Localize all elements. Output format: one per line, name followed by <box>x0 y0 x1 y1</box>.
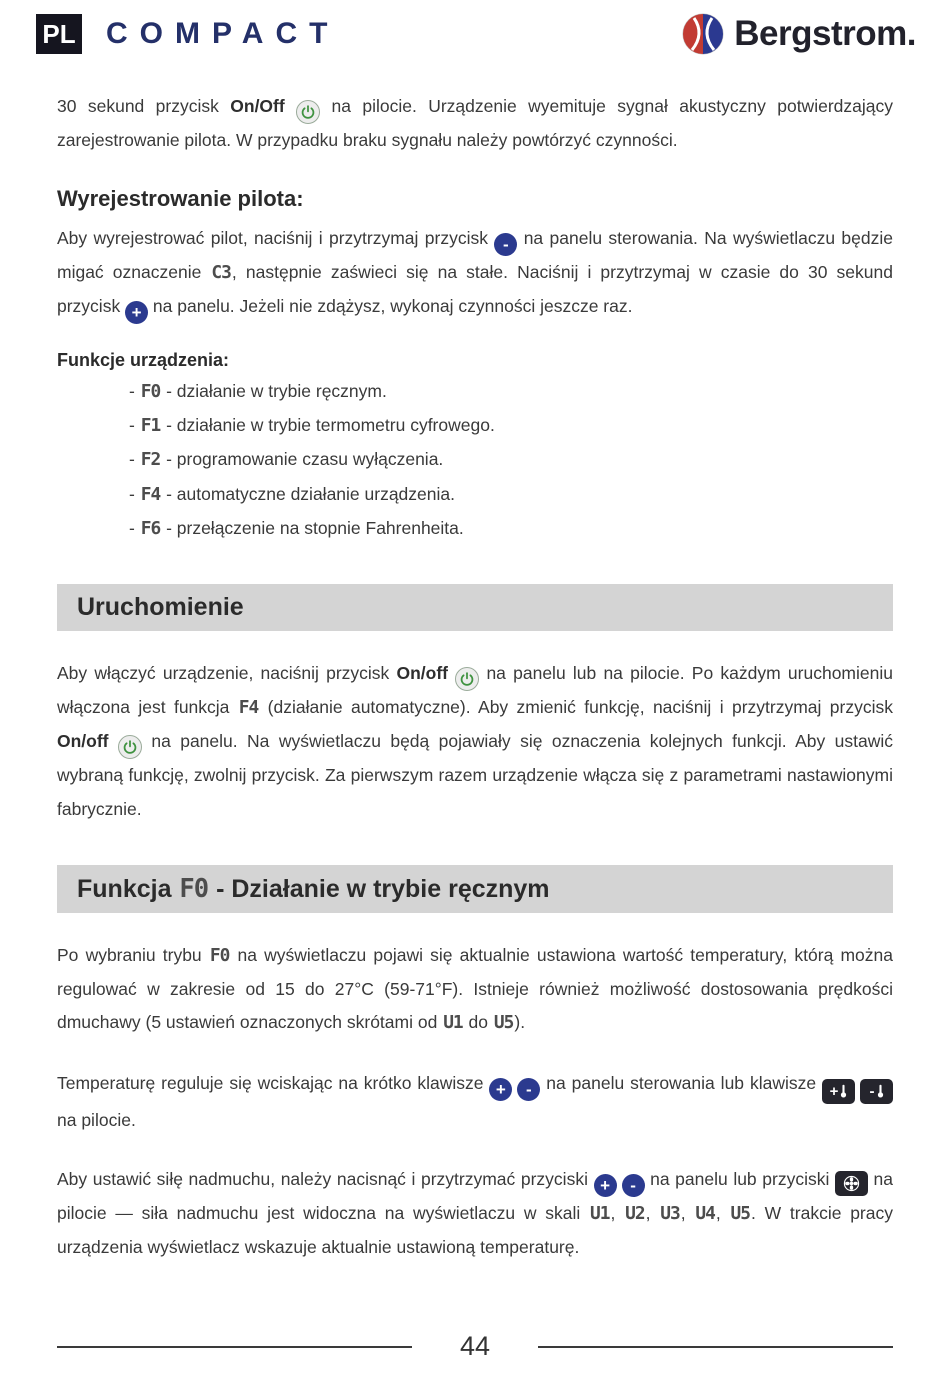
paragraph-temperature <box>57 1067 893 1138</box>
separator: , <box>680 1203 695 1224</box>
separator: , <box>715 1203 730 1224</box>
section-title-part: - Działanie w trybie ręcznym <box>209 874 550 903</box>
bergstrom-globe-icon <box>681 12 725 56</box>
paragraph-intro <box>57 90 893 158</box>
separator: , <box>645 1203 660 1224</box>
fan-speed-code: U2 <box>625 1203 645 1225</box>
plus-button-icon: + <box>125 301 148 324</box>
paragraph-manual-mode <box>57 939 893 1041</box>
airflow-text-1: Aby ustawić siłę nadmuchu, należy nacisnąć i przytrzymać przyciski <box>57 1169 594 1190</box>
functions-heading: Funkcje urządzenia: <box>57 349 230 370</box>
plus-button-icon: + <box>594 1174 617 1197</box>
manual-text-4: ). <box>514 1012 526 1033</box>
minus-sign: - <box>869 1082 875 1100</box>
manual-text-2: na wyświetlaczu pojawi się aktualnie ustawiona wartość temperatury, którą można regulować w zakresie od 15 do 27°C (59-71°F). Istnieje również możliwość dostosowania prędkości dmuchawy (5 ustawień oznaczonych skrótami od <box>57 944 893 1033</box>
minus-button-icon: - <box>622 1174 645 1197</box>
power-icon <box>455 667 479 691</box>
separator: , <box>610 1203 625 1224</box>
fan-speed-code: U1 <box>590 1203 610 1225</box>
startup-text-4: na panelu. Na wyświetlaczu będą pojawiały się oznaczenia kolejnych funkcji. Aby ustawić wybraną funkcję, zwolnij przycisk. Za pierwszym razem urządzenie włącza się z parametrami nastawionymi fabrycznie. <box>57 731 893 819</box>
intro-text-2: na pilocie. Urządzenie wyemituje sygnał akustyczny potwierdzający zarejestrowanie pilota. W przypadku braku sygnału należy powtórzyć czynności. <box>57 96 893 150</box>
function-code: F6 <box>140 517 161 539</box>
unregister-text-2: na panelu sterowania. Na wyświetlaczu będzie migać oznaczenie <box>57 227 894 282</box>
section-title-part: Funkcja <box>77 874 179 903</box>
paragraph-startup <box>57 657 893 826</box>
function-code: F0 <box>209 944 230 966</box>
temp-text-3: na pilocie. <box>57 1109 136 1130</box>
paragraph-unregister <box>57 222 893 324</box>
fan-speed-code: U5 <box>493 1012 514 1034</box>
fan-speed-code: U1 <box>443 1012 463 1034</box>
airflow-text-4: . W trakcie pracy urządzenia wyświetlacz wskazuje aktualnie ustawioną temperaturę. <box>57 1203 893 1258</box>
onoff-label: On/Off <box>230 96 285 116</box>
manual-text-1: Po wybraniu trybu <box>57 944 209 965</box>
dash: - <box>129 483 135 504</box>
fan-speed-code: U5 <box>730 1203 751 1225</box>
startup-text-2: na panelu lub na pilocie. Po każdym uruchomieniu włączona jest funkcja <box>57 663 893 718</box>
dash: - <box>129 415 135 436</box>
remote-plus-temp-button <box>822 1079 855 1104</box>
display-code: C3 <box>211 261 231 283</box>
unregister-text-1: Aby wyrejestrować pilot, naciśnij i przytrzymaj przycisk <box>57 227 495 248</box>
function-desc: - działanie w trybie termometru cyfrowego. <box>166 415 495 436</box>
section-bar-startup <box>57 584 893 631</box>
dash: - <box>129 380 135 401</box>
section-bar-manual-mode <box>57 865 893 913</box>
thermometer-icon <box>840 1083 847 1099</box>
intro-text-1: 30 sekund przycisk <box>57 96 231 116</box>
page-footer <box>57 1331 893 1362</box>
page-content <box>0 90 950 1265</box>
unregister-text-3: , następnie zaświeci się na stałe. Naciśnij i przytrzymaj w czasie do 30 sekund przycisk <box>57 261 893 316</box>
remote-fan-button <box>835 1171 868 1196</box>
onoff-label: On/off <box>57 731 109 752</box>
product-title: COMPACT <box>106 17 340 50</box>
function-code: F0 <box>179 873 209 904</box>
function-code: F4 <box>238 697 259 719</box>
function-item <box>129 409 893 443</box>
page-number: 44 <box>459 1331 491 1361</box>
paragraph-airflow <box>57 1163 893 1265</box>
remote-minus-temp-button <box>860 1079 893 1104</box>
footer-line-right <box>538 1346 893 1348</box>
brand-name: Bergstrom. <box>734 14 916 53</box>
function-desc: - programowanie czasu wyłączenia. <box>166 449 444 470</box>
footer-line-left <box>57 1346 412 1348</box>
language-badge: PL <box>36 14 82 54</box>
function-code: F0 <box>140 380 161 402</box>
function-item <box>129 443 893 477</box>
function-desc: - automatyczne działanie urządzenia. <box>166 483 455 504</box>
airflow-text-3: na pilocie — siła nadmuchu jest widoczna na wyświetlaczu w skali <box>57 1169 893 1224</box>
onoff-label: On/off <box>396 663 449 684</box>
section-heading-unregister: Wyrejestrowanie pilota: <box>57 185 304 211</box>
function-item <box>129 375 893 409</box>
manual-text-3: do <box>463 1012 493 1033</box>
function-desc: - przełączenie na stopnie Fahrenheita. <box>166 517 464 538</box>
minus-button-icon: - <box>517 1078 540 1101</box>
function-code: F1 <box>140 415 161 437</box>
power-icon <box>296 100 320 124</box>
power-icon <box>118 735 142 759</box>
temp-text-2: na panelu sterowania lub klawisze <box>540 1072 822 1093</box>
function-item <box>129 512 893 546</box>
temp-text-1: Temperaturę reguluje się wciskając na krótko klawisze <box>57 1072 490 1093</box>
airflow-text-2: na panelu lub przyciski <box>644 1169 835 1190</box>
dash: - <box>129 449 135 470</box>
plus-button-icon: + <box>489 1078 512 1101</box>
plus-sign: + <box>829 1082 839 1100</box>
fan-speed-code: U4 <box>695 1203 715 1225</box>
function-code: F2 <box>140 449 161 471</box>
section-title-startup: Uruchomienie <box>77 593 244 622</box>
function-code: F4 <box>140 483 161 505</box>
function-list <box>129 375 893 546</box>
thermometer-icon <box>877 1083 884 1099</box>
startup-text-3: (działanie automatyczne). Aby zmienić funkcję, naciśnij i przytrzymaj przycisk <box>259 697 893 718</box>
dash: - <box>129 517 135 538</box>
unregister-text-4: na panelu. Jeżeli nie zdążysz, wykonaj czynności jeszcze raz. <box>148 295 633 316</box>
fan-icon <box>843 1175 860 1192</box>
fan-speed-code: U3 <box>660 1203 680 1225</box>
function-desc: - działanie w trybie ręcznym. <box>166 380 387 401</box>
function-item <box>129 478 893 512</box>
minus-button-icon: - <box>494 233 517 256</box>
startup-text-1: Aby włączyć urządzenie, naciśnij przycisk <box>57 663 397 684</box>
brand-logo <box>681 12 916 56</box>
page-header <box>0 0 950 56</box>
